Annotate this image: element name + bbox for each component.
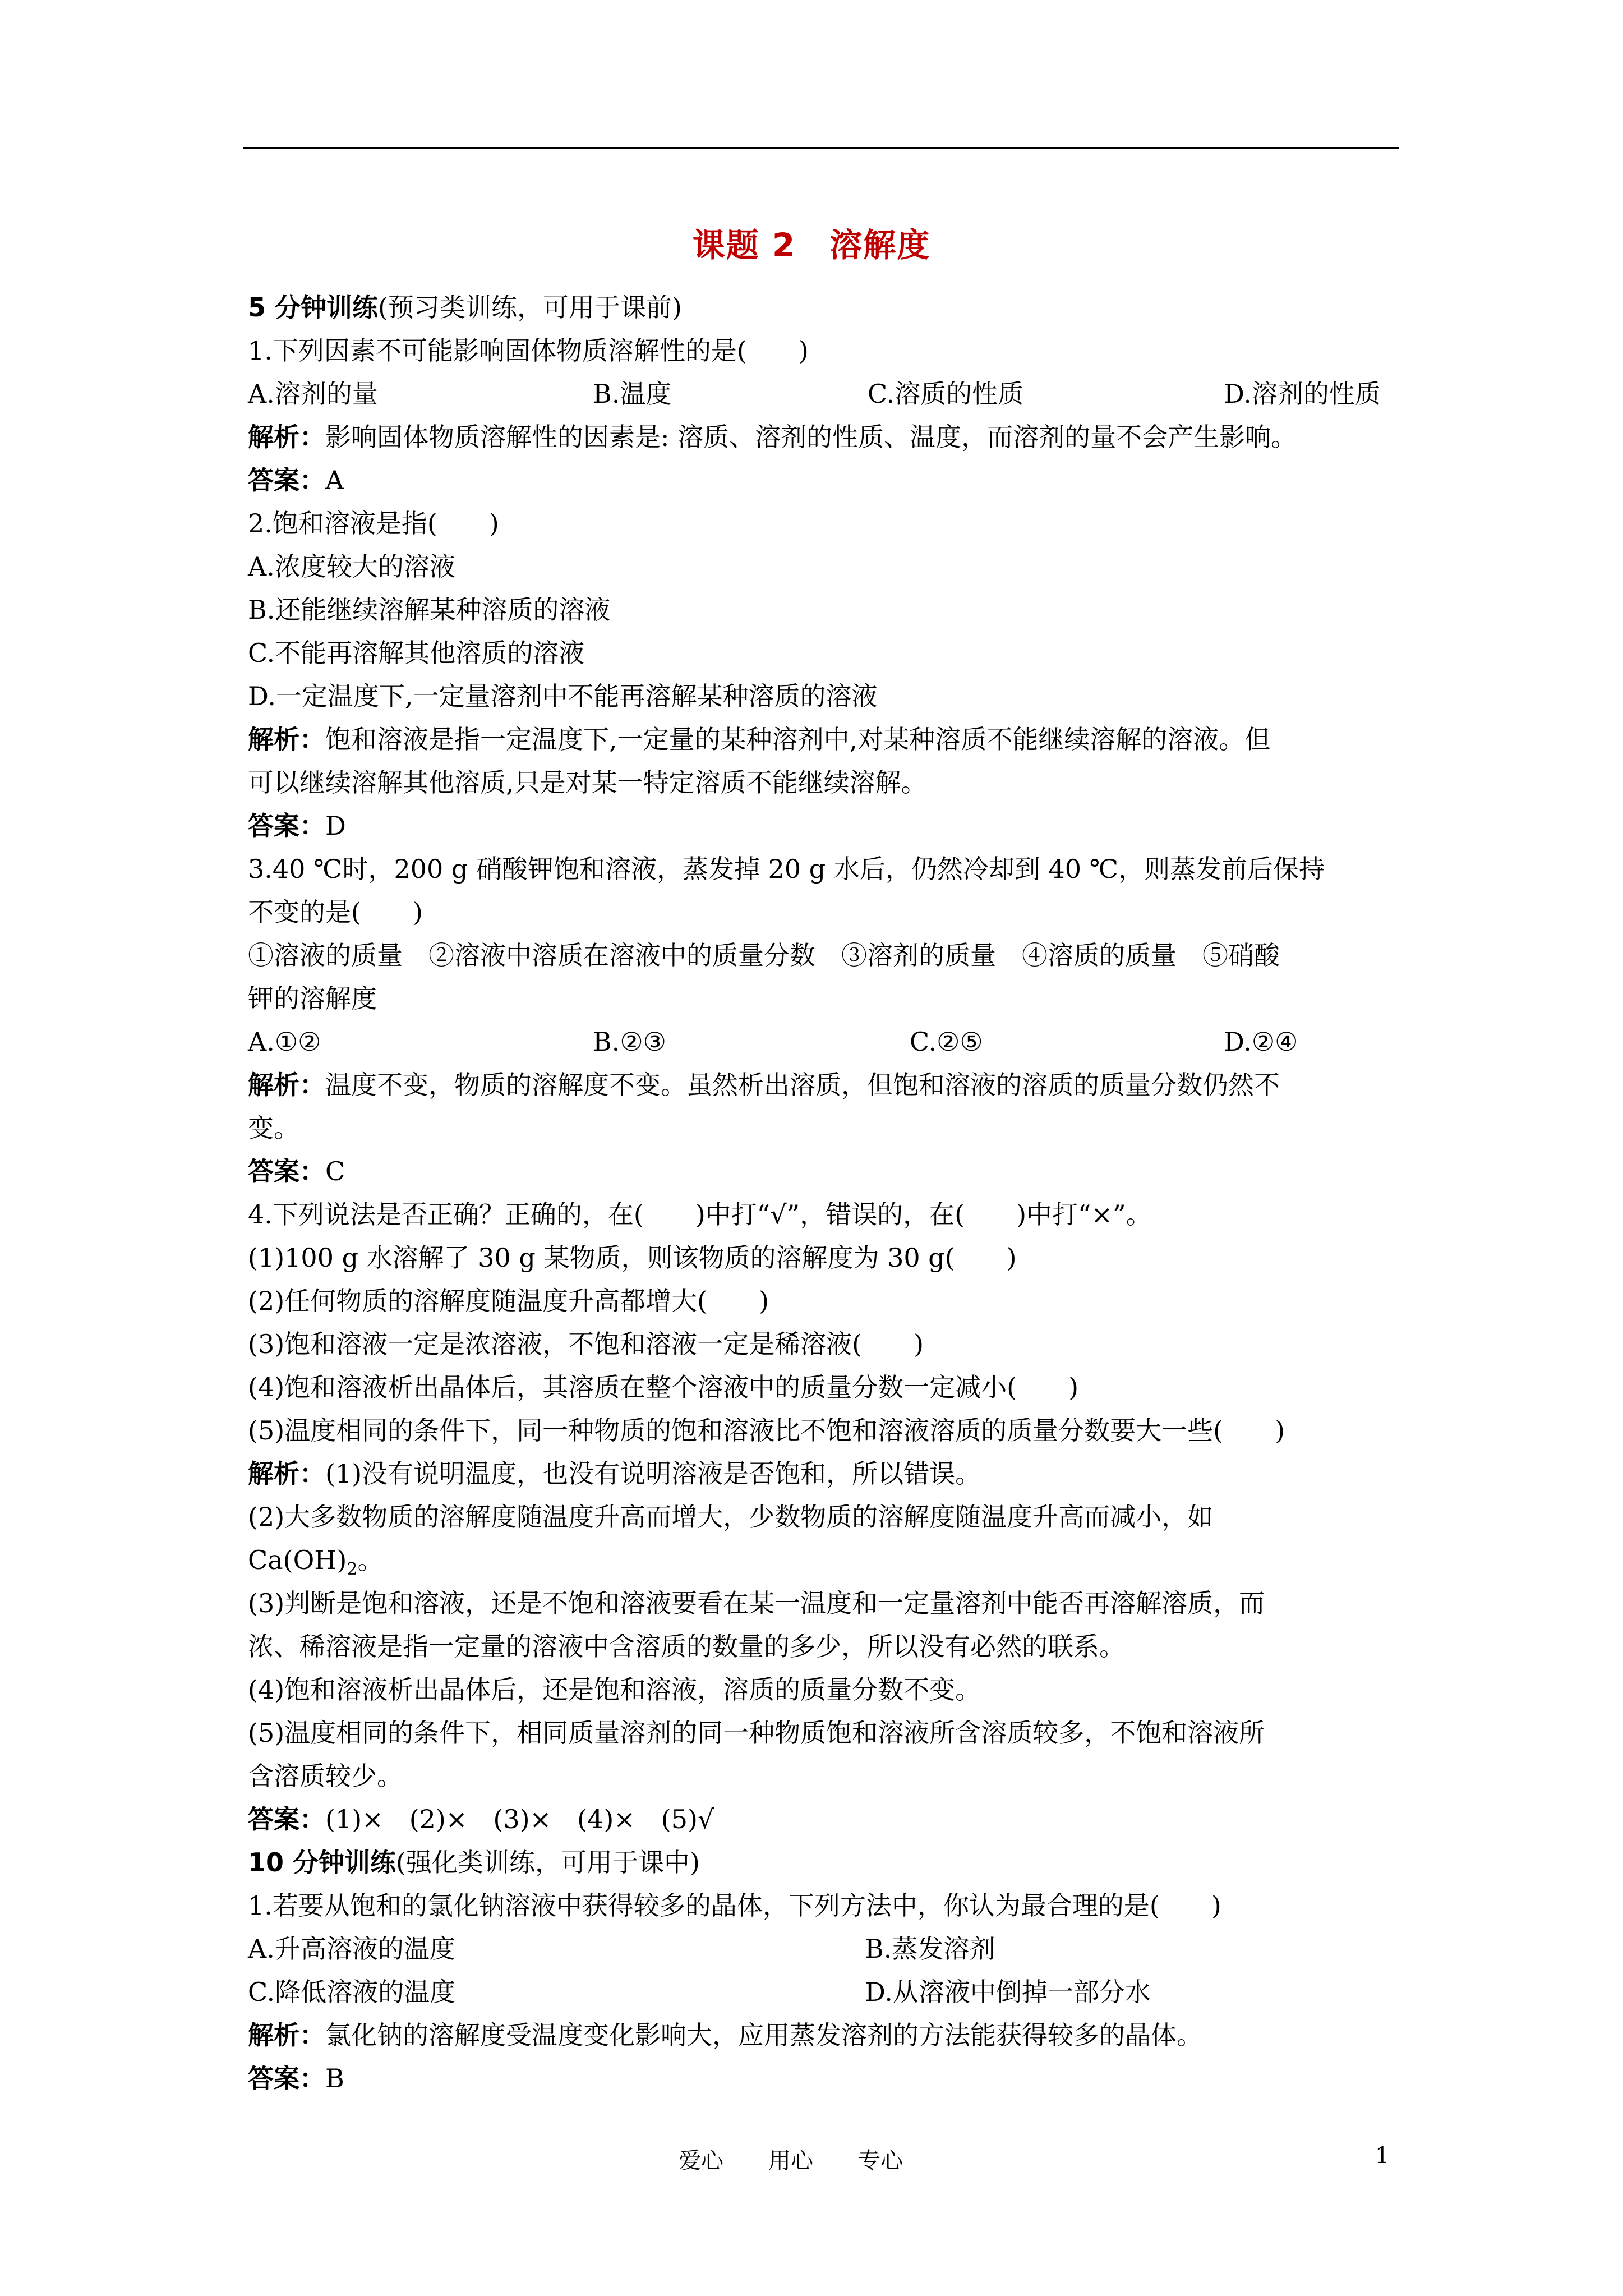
answer [248, 1798, 1403, 1841]
option-c: C.不能再溶解其他溶质的溶液 [248, 638, 585, 668]
analysis-label: 解析： [248, 1458, 325, 1489]
page-title: 课题 2 溶解度 [692, 226, 931, 264]
analysis-text: 饱和溶液是指一定温度下,一定量的某种溶剂中,对某种溶质不能继续溶解的溶液。但 [325, 724, 1271, 754]
option-c: C.溶质的性质 [868, 379, 1024, 409]
option-row [248, 1971, 1403, 2014]
question-items: ①溶液的质量 ②溶液中溶质在溶液中的质量分数 ③溶剂的质量 ④溶质的质量 ⑤硝酸 [248, 940, 1280, 970]
question-items-continued: 钾的溶解度 [248, 983, 377, 1014]
formula-punct: 。 [357, 1545, 384, 1575]
analysis [248, 416, 1403, 459]
analysis-label: 解析： [248, 724, 325, 754]
analysis-text: 氯化钠的溶解度受温度变化影响大，应用蒸发溶剂的方法能获得较多的晶体。 [325, 2020, 1202, 2050]
answer [248, 459, 1403, 502]
option-b: B.温度 [593, 379, 672, 409]
analysis-label: 解析： [248, 1070, 325, 1100]
option-c: C.降低溶液的温度 [248, 1977, 456, 2007]
analysis-item-continued: 浓、稀溶液是指一定量的溶液中含溶质的数量的多少，所以没有必然的联系。 [248, 1631, 1125, 1662]
section-heading-label: 5 分钟训练 [248, 292, 379, 323]
analysis [248, 718, 1403, 761]
analysis-item: (5)温度相同的条件下，相同质量溶剂的同一种物质饱和溶液所含溶质较多，不饱和溶液所 [248, 1718, 1265, 1748]
document-body [248, 286, 1403, 2100]
option-d: D.从溶液中倒掉一部分水 [865, 1977, 1151, 2007]
answer [248, 1150, 1403, 1193]
option-a: A.升高溶液的温度 [248, 1934, 455, 1964]
analysis [248, 2014, 1403, 2057]
page-number: 1 [1375, 2143, 1390, 2169]
answer-text: D [325, 811, 346, 841]
analysis-text: 温度不变，物质的溶解度不变。虽然析出溶质，但饱和溶液的溶质的质量分数仍然不 [325, 1070, 1280, 1100]
option-row [248, 372, 1403, 416]
answer-label: 答案： [248, 2063, 325, 2093]
formula-text: Ca(OH) [248, 1545, 347, 1575]
section-heading-note: (预习类训练，可用于课前) [378, 292, 682, 323]
statement-item: (4)饱和溶液析出晶体后，其溶质在整个溶液中的质量分数一定减小( ) [248, 1372, 1079, 1402]
question-stem: 3.40 ℃时，200 g 硝酸钾饱和溶液，蒸发掉 20 g 水后，仍然冷却到 40 ℃，则蒸发前后保持 [248, 854, 1325, 884]
answer-label: 答案： [248, 1156, 325, 1186]
analysis-item: (4)饱和溶液析出晶体后，还是饱和溶液，溶质的质量分数不变。 [248, 1674, 981, 1705]
answer-text: C [325, 1156, 345, 1186]
statement-item: (2)任何物质的溶解度随温度升高都增大( ) [248, 1286, 769, 1316]
analysis-text: (1)没有说明温度，也没有说明溶液是否饱和，所以错误。 [325, 1458, 981, 1489]
answer-text: (1)× (2)× (3)× (4)× (5)√ [325, 1804, 714, 1834]
option-a: A.①② [248, 1027, 321, 1057]
section-heading-note: (强化类训练，可用于课中) [396, 1847, 700, 1878]
answer-label: 答案： [248, 465, 325, 495]
analysis-text: 影响固体物质溶解性的因素是: 溶质、溶剂的性质、温度，而溶剂的量不会产生影响。 [325, 422, 1297, 452]
question-stem: 4.下列说法是否正确？正确的，在( )中打“√”，错误的，在( )中打“×”。 [248, 1199, 1152, 1230]
analysis-continued: 变。 [248, 1113, 299, 1143]
answer-label: 答案： [248, 811, 325, 841]
analysis-label: 解析： [248, 2020, 325, 2050]
analysis-item: (3)判断是饱和溶液，还是不饱和溶液要看在某一温度和一定量溶剂中能否再溶解溶质，而 [248, 1588, 1265, 1618]
statement-item: (1)100 g 水溶解了 30 g 某物质，则该物质的溶解度为 30 g( ) [248, 1243, 1017, 1273]
option-d: D.②④ [1224, 1027, 1298, 1057]
statement-item: (5)温度相同的条件下，同一种物质的饱和溶液比不饱和溶液溶质的质量分数要大一些( ) [248, 1415, 1285, 1446]
answer-text: B [325, 2063, 344, 2093]
answer [248, 804, 1403, 848]
option-row [248, 1020, 1403, 1064]
option-d: D.一定温度下,一定量溶剂中不能再溶解某种溶质的溶液 [248, 681, 878, 711]
question-stem: 1.下列因素不可能影响固体物质溶解性的是( ) [248, 335, 809, 366]
option-a: A.浓度较大的溶液 [248, 551, 455, 582]
option-row [248, 1927, 1403, 1971]
analysis-item: (2)大多数物质的溶解度随温度升高而增大，少数物质的溶解度随温度升高而减小，如 [248, 1502, 1214, 1532]
statement-item: (3)饱和溶液一定是浓溶液，不饱和溶液一定是稀溶液( ) [248, 1329, 924, 1359]
analysis [248, 1452, 1403, 1496]
analysis-label: 解析： [248, 422, 325, 452]
footer-motto: 爱心 用心 专心 [679, 2148, 903, 2174]
section-heading [248, 1841, 1403, 1884]
header-rule [243, 147, 1399, 149]
answer-label: 答案： [248, 1804, 325, 1834]
formula-subscript: 2 [347, 1559, 358, 1580]
answer [248, 2057, 1403, 2100]
question-stem: 2.饱和溶液是指( ) [248, 508, 499, 539]
option-a: A.溶剂的量 [248, 379, 378, 409]
option-c: C.②⑤ [910, 1027, 983, 1057]
analysis-item-continued [248, 1539, 1403, 1582]
question-stem: 1.若要从饱和的氯化钠溶液中获得较多的晶体，下列方法中，你认为最合理的是( ) [248, 1890, 1221, 1921]
option-d: D.溶剂的性质 [1224, 379, 1381, 409]
question-stem-continued: 不变的是( ) [248, 897, 423, 927]
option-b: B.蒸发溶剂 [865, 1934, 995, 1964]
option-b: B.还能继续溶解某种溶质的溶液 [248, 595, 611, 625]
analysis-item-continued: 含溶质较少。 [248, 1761, 403, 1791]
analysis-continued: 可以继续溶解其他溶质,只是对某一特定溶质不能继续溶解。 [248, 767, 927, 798]
section-heading-label: 10 分钟训练 [248, 1847, 396, 1878]
answer-text: A [325, 465, 344, 495]
analysis [248, 1064, 1403, 1107]
section-heading [248, 286, 1403, 329]
option-b: B.②③ [593, 1027, 666, 1057]
